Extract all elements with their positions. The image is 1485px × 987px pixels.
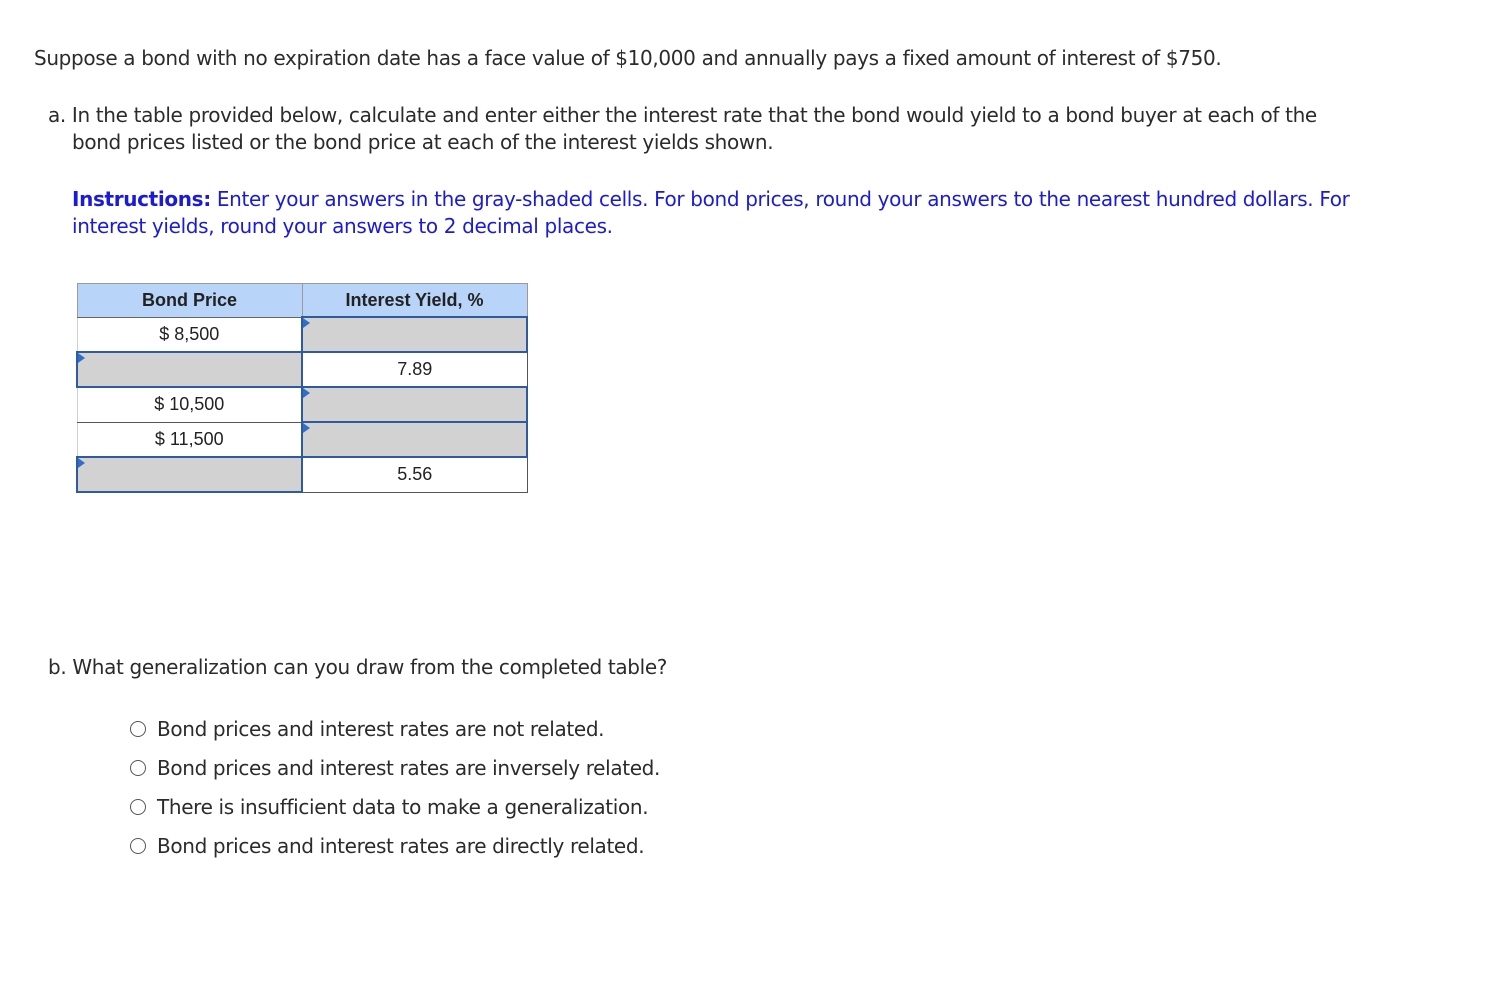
option-label[interactable]: Bond prices and interest rates are inversely related. (157, 755, 661, 780)
option-label[interactable]: Bond prices and interest rates are directly related. (157, 833, 645, 858)
table-row (77, 317, 527, 352)
interest-yield-input[interactable] (303, 317, 530, 352)
interest-yield-input[interactable] (303, 387, 530, 422)
answer-options (130, 709, 660, 865)
instructions-continued: interest yields, round your answers to 2 decimal places. (72, 214, 613, 238)
instructions (72, 186, 1350, 213)
bond-price-input[interactable] (78, 457, 305, 492)
header-bond-price: Bond Price (77, 284, 302, 318)
bond-price-cell: $ 8,500 (77, 317, 302, 352)
table-row (77, 422, 527, 457)
interest-yield-cell: 5.56 (302, 457, 527, 492)
table-row (77, 387, 527, 422)
interest-yield-cell: 7.89 (302, 352, 527, 387)
bond-price-cell: $ 11,500 (77, 422, 302, 457)
header-interest-yield: Interest Yield, % (302, 284, 527, 318)
table-header-row (77, 284, 527, 318)
table-row (77, 457, 527, 492)
instructions-label: Instructions: (72, 187, 211, 211)
option-directly-related[interactable] (130, 826, 660, 865)
option-insufficient-data[interactable] (130, 787, 660, 826)
radio-button[interactable] (130, 760, 146, 776)
bond-price-input-cell[interactable] (77, 457, 302, 492)
radio-button[interactable] (130, 838, 146, 854)
option-not-related[interactable] (130, 709, 660, 748)
part-b-question: b. What generalization can you draw from the completed table? (48, 655, 668, 679)
bond-price-input-cell[interactable] (77, 352, 302, 387)
interest-yield-input-cell[interactable] (302, 387, 527, 422)
question-intro: Suppose a bond with no expiration date has a face value of $10,000 and annually pays a fixed amount of interest of $750. (34, 46, 1222, 70)
table-row (77, 352, 527, 387)
part-a-prompt-continued: bond prices listed or the bond price at each of the interest yields shown. (72, 130, 774, 154)
option-inversely-related[interactable] (130, 748, 660, 787)
instructions-text: Enter your answers in the gray-shaded cells. For bond prices, round your answers to the nearest hundred dollars. For (210, 187, 1350, 211)
option-label[interactable]: There is insufficient data to make a generalization. (157, 794, 649, 819)
bond-table (76, 283, 528, 493)
bond-price-cell: $ 10,500 (77, 387, 302, 422)
part-a-prompt: a. In the table provided below, calculate and enter either the interest rate that the bond would yield to a bond buyer at each of the (48, 103, 1317, 127)
option-label[interactable]: Bond prices and interest rates are not related. (157, 716, 605, 741)
interest-yield-input-cell[interactable] (302, 317, 527, 352)
radio-button[interactable] (130, 721, 146, 737)
bond-price-input[interactable] (78, 352, 305, 387)
radio-button[interactable] (130, 799, 146, 815)
interest-yield-input-cell[interactable] (302, 422, 527, 457)
interest-yield-input[interactable] (303, 422, 530, 457)
